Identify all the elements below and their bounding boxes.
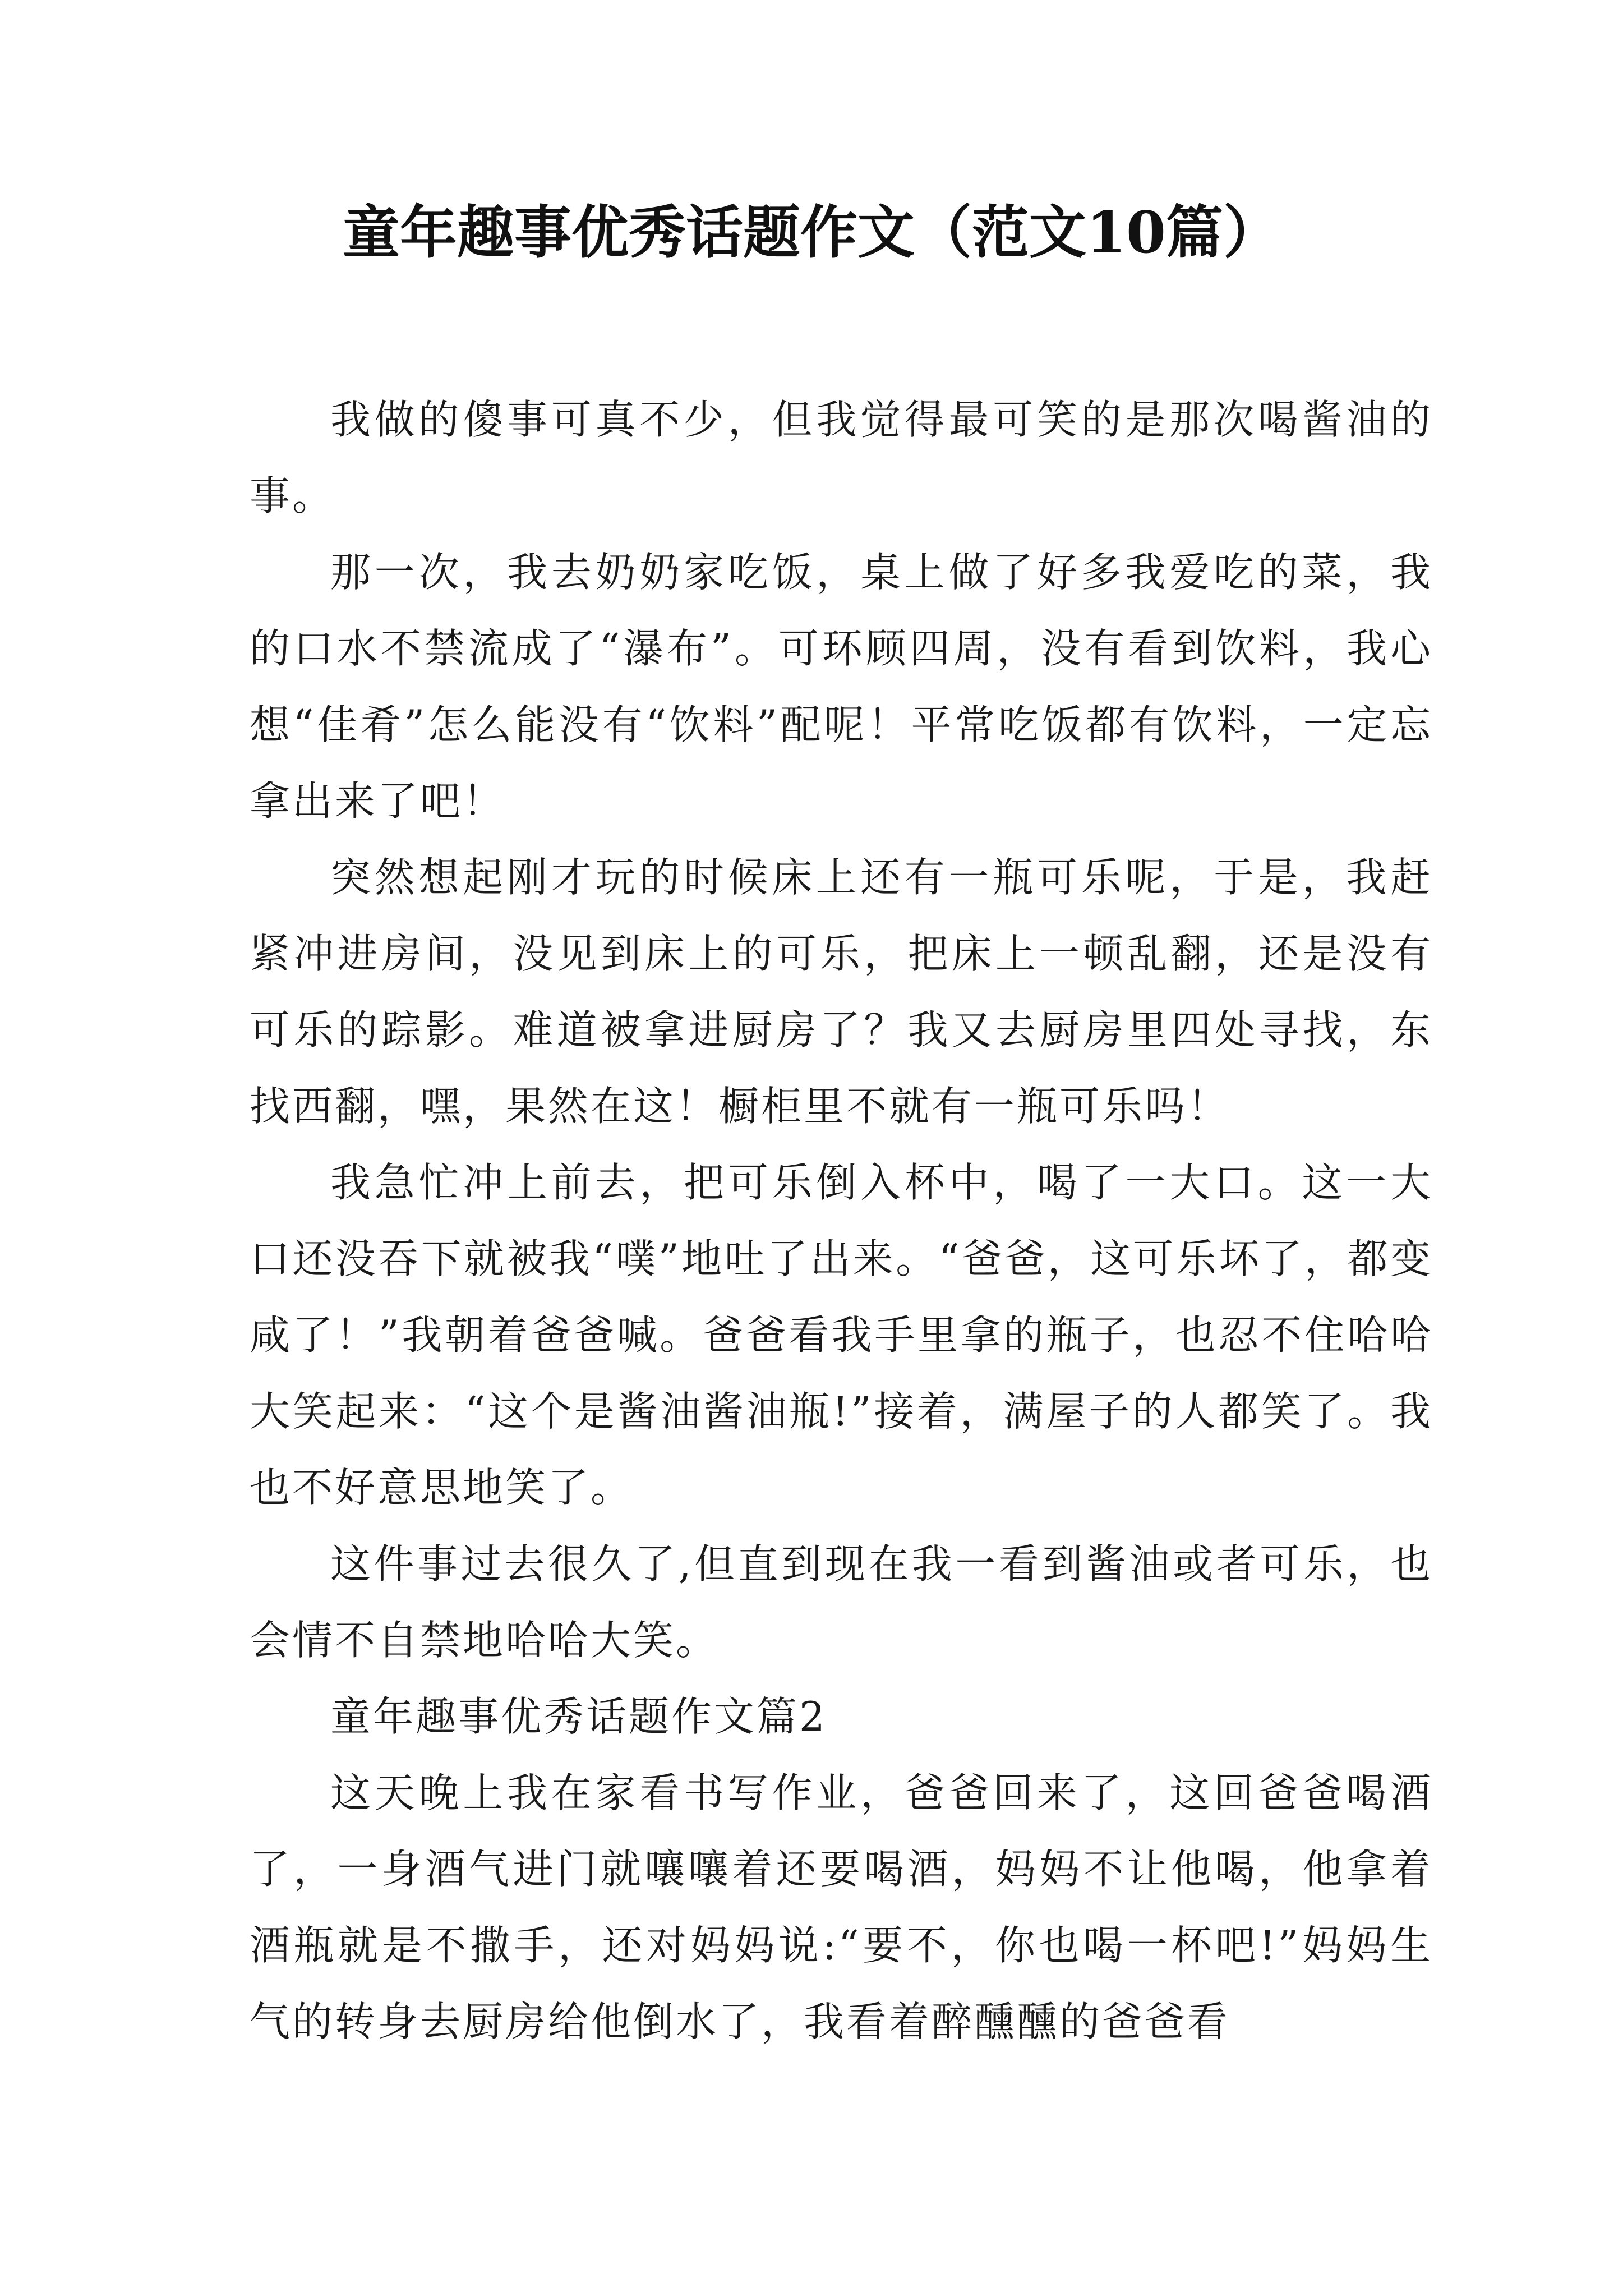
paragraph: 这件事过去很久了,但直到现在我一看到酱油或者可乐，也会情不自禁地哈哈大笑。 — [250, 1540, 1433, 1664]
section-heading: 童年趣事优秀话题作文篇2 — [330, 1693, 827, 1740]
paragraph: 突然想起刚才玩的时候床上还有一瓶可乐呢，于是，我赶紧冲进房间，没见到床上的可乐，把床上一顿乱翻，还是没有可乐的踪影。难道被拿进厨房了？我又去厨房里四处寻找，东找西翻，嘿，果然在这！橱柜里不就有一瓶可乐吗！ — [250, 854, 1433, 1130]
document-title: 童年趣事优秀话题作文（范文10篇） — [343, 199, 1280, 266]
paragraph: 那一次，我去奶奶家吃饭，桌上做了好多我爱吃的菜，我的口水不禁流成了“瀑布”。可环顾四周，没有看到饮料，我心想“佳肴”怎么能没有“饮料”配呢！平常吃饭都有饮料，一定忘拿出来了吧！ — [250, 549, 1433, 825]
paragraph: 我做的傻事可真不少，但我觉得最可笑的是那次喝酱油的事。 — [250, 396, 1433, 519]
document-body — [250, 381, 1433, 2060]
paragraph: 我急忙冲上前去，把可乐倒入杯中，喝了一大口。这一大口还没吞下就被我“噗”地吐了出来。“爸爸，这可乐坏了，都变咸了！”我朝着爸爸喊。爸爸看我手里拿的瓶子，也忍不住哈哈大笑起来：“这个是酱油酱油瓶!”接着，满屋子的人都笑了。我也不好意思地笑了。 — [250, 1159, 1433, 1511]
paragraph: 这天晚上我在家看书写作业，爸爸回来了，这回爸爸喝酒了，一身酒气进门就嚷嚷着还要喝酒，妈妈不让他喝，他拿着酒瓶就是不撒手，还对妈妈说:“要不，你也喝一杯吧!”妈妈生气的转身去厨房给他倒水了，我看着醉醺醺的爸爸看 — [250, 1769, 1433, 2045]
